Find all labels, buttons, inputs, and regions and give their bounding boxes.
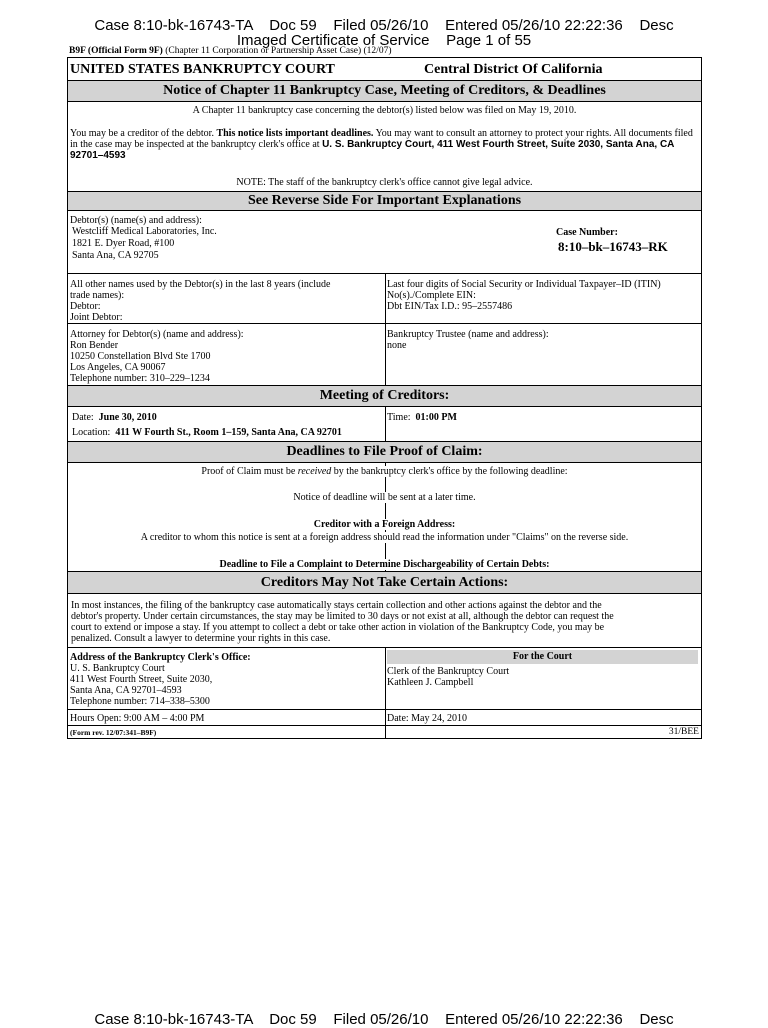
actions-line-1: In most instances, the filing of the bankruptcy case automatically stays certain collection and other actions against the debtor and the [71, 600, 602, 611]
foreign-address-heading: Creditor with a Foreign Address: [68, 519, 701, 530]
notice-form [67, 57, 702, 739]
proof-text-a: Proof of Claim must be [201, 466, 296, 477]
reverse-side-heading: See Reverse Side For Important Explanations [68, 192, 701, 210]
meeting-date-value: June 30, 2010 [98, 412, 157, 423]
other-names-label-1: All other names used by the Debtor(s) in the last 8 years (include [70, 279, 331, 290]
filing-stamp-bottom: Case 8:10-bk-16743-TA Doc 59 Filed 05/26/10 Entered 05/26/10 22:22:36 Desc [94, 1011, 674, 1028]
other-names-label-2: trade names): [70, 290, 125, 301]
meeting-time-label: Time: [387, 412, 411, 423]
actions-line-3: court to extend or impose a stay. If you attempt to collect a debt or take other action in violation of the Bankruptcy Code, you may be [71, 622, 605, 633]
meeting-location-value: 411 W Fourth St., Room 1–159, Santa Ana, CA 92701 [115, 427, 342, 438]
actions-heading: Creditors May Not Take Certain Actions: [68, 572, 701, 593]
court-clerk-title: Clerk of the Bankruptcy Court [387, 666, 510, 677]
meeting-heading: Meeting of Creditors: [68, 386, 701, 406]
attorney-label: Attorney for Debtor(s) (name and address): [70, 329, 244, 340]
legal-advice-note: NOTE: The staff of the bankruptcy clerk's office cannot give legal advice. [236, 177, 533, 188]
meeting-location [72, 427, 342, 438]
form-description: (Chapter 11 Corporation or Partnership Asset Case) (12/07) [165, 46, 392, 56]
attorney-street: 10250 Constellation Blvd Ste 1700 [70, 351, 211, 362]
case-number: 8:10–bk–16743–RK [558, 239, 668, 254]
debtor-name: Westcliff Medical Laboratories, Inc. [72, 226, 217, 237]
ssn-label-1: Last four digits of Social Security or Individual Taxpayer–ID (ITIN) [387, 279, 661, 290]
attorney-phone: Telephone number: 310–229–1234 [70, 373, 210, 384]
proof-text-received: received [297, 466, 332, 477]
trustee-label: Bankruptcy Trustee (name and address): [387, 329, 549, 340]
case-number-label: Case Number: [556, 227, 618, 238]
clerk-line-3: Santa Ana, CA 92701–4593 [70, 685, 182, 696]
clerk-phone: Telephone number: 714–338–5300 [70, 696, 210, 707]
debtor-city: Santa Ana, CA 92705 [72, 250, 159, 261]
foreign-address-text: A creditor to whom this notice is sent at a foreign address should read the information under "Claims" on the reverse side. [68, 532, 701, 543]
court-district: Central District Of California [424, 62, 603, 77]
form-revision: (Form rev. 12/07:341–B9F) [70, 728, 157, 737]
creditor-text-a: You may be a creditor of the debtor. [70, 128, 214, 139]
filing-stamp-top: Case 8:10-bk-16743-TA Doc 59 Filed 05/26/10 Entered 05/26/10 22:22:36 Desc [94, 17, 674, 34]
clerk-line-2: 411 West Fourth Street, Suite 2030, [70, 674, 213, 685]
official-form-line [69, 46, 392, 56]
debtor-label: Debtor(s) (name(s) and address): [70, 215, 202, 226]
trustee-value: none [387, 340, 407, 351]
form-code: B9F (Official Form 9F) [69, 46, 163, 56]
clerk-office-label: Address of the Bankruptcy Clerk's Office: [70, 652, 251, 663]
court-name: UNITED STATES BANKRUPTCY COURT [70, 62, 335, 77]
meeting-time-value: 01:00 PM [415, 412, 457, 423]
meeting-location-label: Location: [72, 427, 111, 438]
creditor-text-c: You may want to consult an attorney to protect your rights. All documents filed in the case may be inspected at the bankruptcy clerk's office at [70, 128, 693, 150]
filed-line: A Chapter 11 bankruptcy case concerning the debtor(s) listed below was filed on May 19, 2010. [192, 105, 577, 116]
meeting-date-label: Date: [72, 412, 94, 423]
debtor-street: 1821 E. Dyer Road, #100 [72, 238, 175, 249]
actions-line-2: debtor's property. Under certain circumstances, the stay may be limited to 30 days or not exist at all, although the debtor can request the [71, 611, 614, 622]
clerk-hours: Hours Open: 9:00 AM – 4:00 PM [70, 713, 205, 724]
other-names-debtor: Debtor: [70, 301, 101, 312]
creditor-text-important: This notice lists important deadlines. [216, 128, 374, 139]
meeting-time [387, 412, 457, 423]
dischargeability-deadline: Deadline to File a Complaint to Determine Dischargeability of Certain Debts: [68, 559, 701, 570]
attorney-name: Ron Bender [70, 340, 119, 351]
attorney-city: Los Angeles, CA 90067 [70, 362, 166, 373]
actions-line-4: penalized. Consult a lawyer to determine your rights in this case. [71, 633, 331, 644]
deadlines-heading: Deadlines to File Proof of Claim: [68, 442, 701, 462]
signed-date: Date: May 24, 2010 [387, 713, 467, 724]
filing-stamp-subtitle: Imaged Certificate of Service Page 1 of 55 [236, 32, 532, 49]
for-the-court-label: For the Court [387, 650, 698, 664]
ssn-label-2: No(s)./Complete EIN: [387, 290, 476, 301]
notice-of-deadline-later: Notice of deadline will be sent at a later time. [68, 492, 701, 503]
form-code-footer: 31/BEE [668, 727, 699, 737]
creditor-paragraph [70, 128, 698, 161]
notice-title: Notice of Chapter 11 Bankruptcy Case, Meeting of Creditors, & Deadlines [68, 81, 701, 101]
clerk-address-inline: U. S. Bankruptcy Court, 411 West Fourth Street, Suite 2030, Santa Ana, CA 92701–4593 [70, 139, 675, 161]
ssn-value: Dbt EIN/Tax I.D.: 95–2557486 [387, 301, 513, 312]
clerk-line-1: U. S. Bankruptcy Court [70, 663, 165, 674]
court-clerk-name: Kathleen J. Campbell [387, 677, 474, 688]
proof-text-c: by the bankruptcy clerk's office by the following deadline: [333, 466, 568, 477]
other-names-joint-debtor: Joint Debtor: [70, 312, 123, 323]
proof-of-claim-text [68, 466, 701, 477]
meeting-date [72, 412, 157, 423]
